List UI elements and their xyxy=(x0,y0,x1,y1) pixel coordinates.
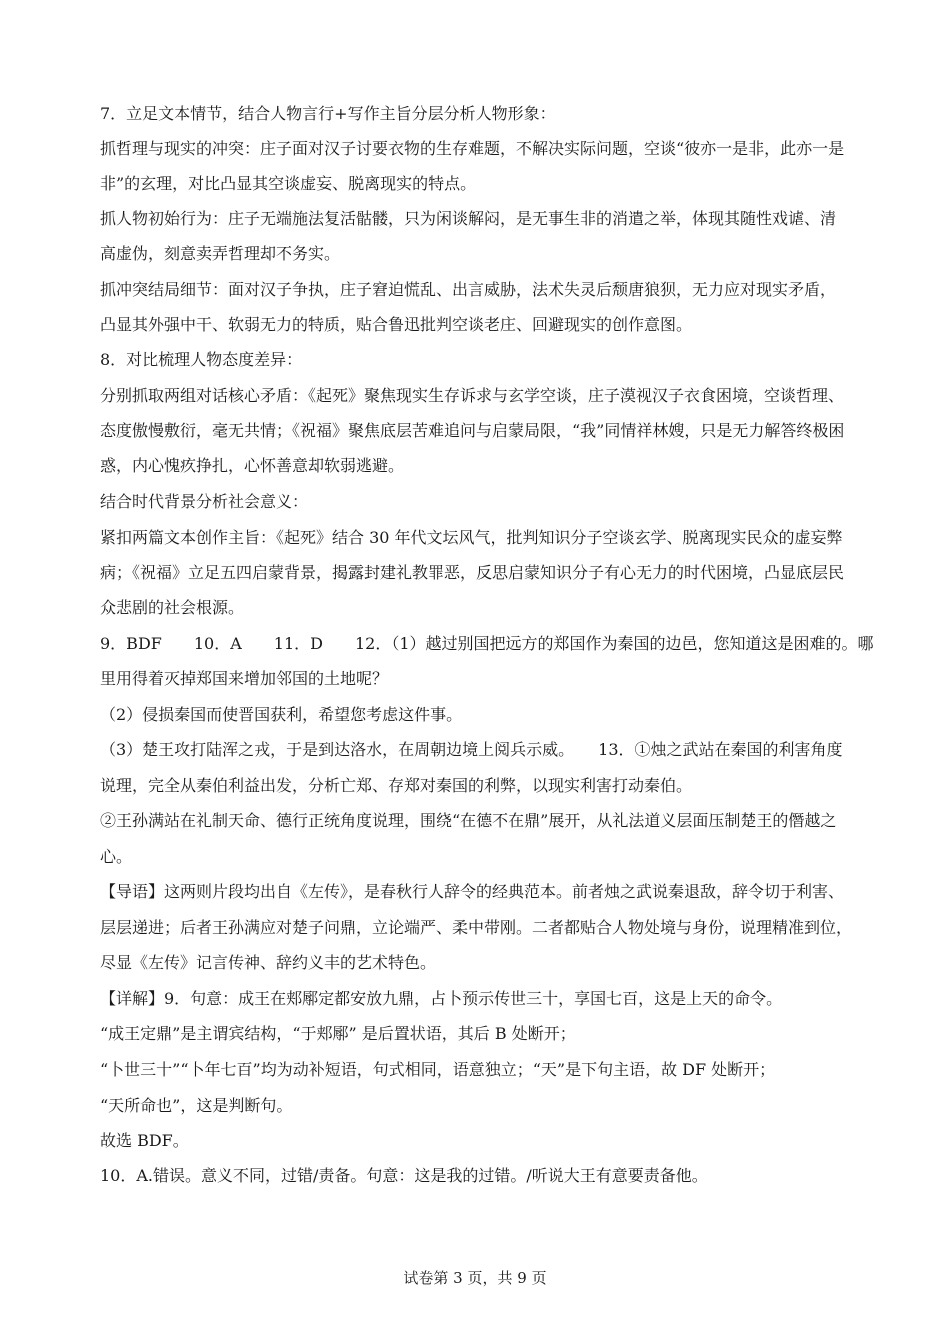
page-footer: 试卷第 3 页，共 9 页 xyxy=(403,1269,547,1287)
text-line: 9．BDF 10．A 11．D 12．（1）越过别国把远方的郑国作为秦国的边邑，您知道这是困难的。哪 xyxy=(100,634,874,653)
text-line: 抓哲理与现实的冲突：庄子面对汉子讨要衣物的生存难题，不解决实际问题，空谈“彼亦一是非，此亦一是 xyxy=(100,139,845,158)
text-line: 高虚伪，刻意卖弄哲理却不务实。 xyxy=(100,244,341,263)
text-line: “天所命也”，这是判断句。 xyxy=(100,1096,293,1115)
text-line: 抓冲突结局细节：面对汉子争执，庄子窘迫慌乱、出言威胁，法术失灵后颓唐狼狈，无力应对现实矛盾， xyxy=(100,280,837,299)
text-line: 非”的玄理，对比凸显其空谈虚妄、脱离现实的特点。 xyxy=(100,174,477,193)
text-line: 里用得着灭掉郑国来增加邻国的土地呢？ xyxy=(100,669,389,688)
text-line: 8．对比梳理人物态度差异： xyxy=(100,350,303,369)
text-line: 心。 xyxy=(100,847,133,866)
text-line: 态度傲慢敷衍，毫无共情；《祝福》聚焦底层苦难追问与启蒙局限，“我”同情祥林嫂，只是无力解答终极困 xyxy=(100,421,845,440)
text-line: 惑，内心愧疚挣扎，心怀善意却软弱逃避。 xyxy=(100,456,405,475)
text-line: 10．A.错误。意义不同，过错/责备。句意：这是我的过错。/听说大王有意要责备他。 xyxy=(100,1166,708,1185)
text-line: 凸显其外强中干、软弱无力的特质，贴合鲁迅批判空谈老庄、回避现实的创作意图。 xyxy=(100,315,693,334)
text-line: ②王孙满站在礼制天命、德行正统角度说理，围绕“在德不在鼎”展开，从礼法道义层面压制楚王的僭越之 xyxy=(100,811,837,830)
text-line: 抓人物初始行为：庄子无端施法复活骷髅，只为闲谈解闷，是无事生非的消遣之举，体现其随性戏谑、清 xyxy=(100,209,837,228)
text-line: （3）楚王攻打陆浑之戎，于是到达洛水，在周朝边境上阅兵示威。 13．①烛之武站在秦国的利害角度 xyxy=(100,740,843,759)
text-line: 故选 BDF。 xyxy=(100,1131,189,1150)
text-line: 【详解】9．句意：成王在郏鄏定都安放九鼎，占卜预示传世三十，享国七百，这是上天的命令。 xyxy=(100,989,783,1008)
text-line: 7．立足文本情节，结合人物言行+写作主旨分层分析人物形象： xyxy=(100,104,556,123)
text-line: “卜世三十”“卜年七百”均为动补短语，句式相同，语意独立；“天”是下句主语，故 DF 处断开； xyxy=(100,1060,776,1079)
text-line: 分别抓取两组对话核心矛盾：《起死》聚焦现实生存诉求与玄学空谈，庄子漠视汉子衣食困境，空谈哲理、 xyxy=(100,386,845,405)
text-line: 说理，完全从秦伯利益出发，分析亡郑、存郑对秦国的利弊，以现实利害打动秦伯。 xyxy=(100,776,693,795)
text-line: 尽显《左传》记言传神、辞约义丰的艺术特色。 xyxy=(100,953,437,972)
text-line: 紧扣两篇文本创作主旨：《起死》结合 30 年代文坛风气，批判知识分子空谈玄学、脱离现实民众的虚妄弊 xyxy=(100,528,843,547)
text-line: 结合时代背景分析社会意义： xyxy=(100,492,309,511)
text-line: （2）侵损秦国而使晋国获利，希望您考虑这件事。 xyxy=(100,705,463,724)
text-line: 病；《祝福》立足五四启蒙背景，揭露封建礼教罪恶，反思启蒙知识分子有心无力的时代困境，凸显底层民 xyxy=(100,563,845,582)
text-line: 层层递进；后者王孙满应对楚子问鼎，立论端严、柔中带刚。二者都贴合人物处境与身份，说理精准到位， xyxy=(100,918,853,937)
text-line: 众悲剧的社会根源。 xyxy=(100,598,245,617)
text-line: 【导语】这两则片段均出自《左传》，是春秋行人辞令的经典范本。前者烛之武说秦退敌，辞令切于利害、 xyxy=(100,882,845,901)
text-line: “成王定鼎”是主谓宾结构，“于郏鄏” 是后置状语，其后 B 处断开； xyxy=(100,1024,576,1043)
